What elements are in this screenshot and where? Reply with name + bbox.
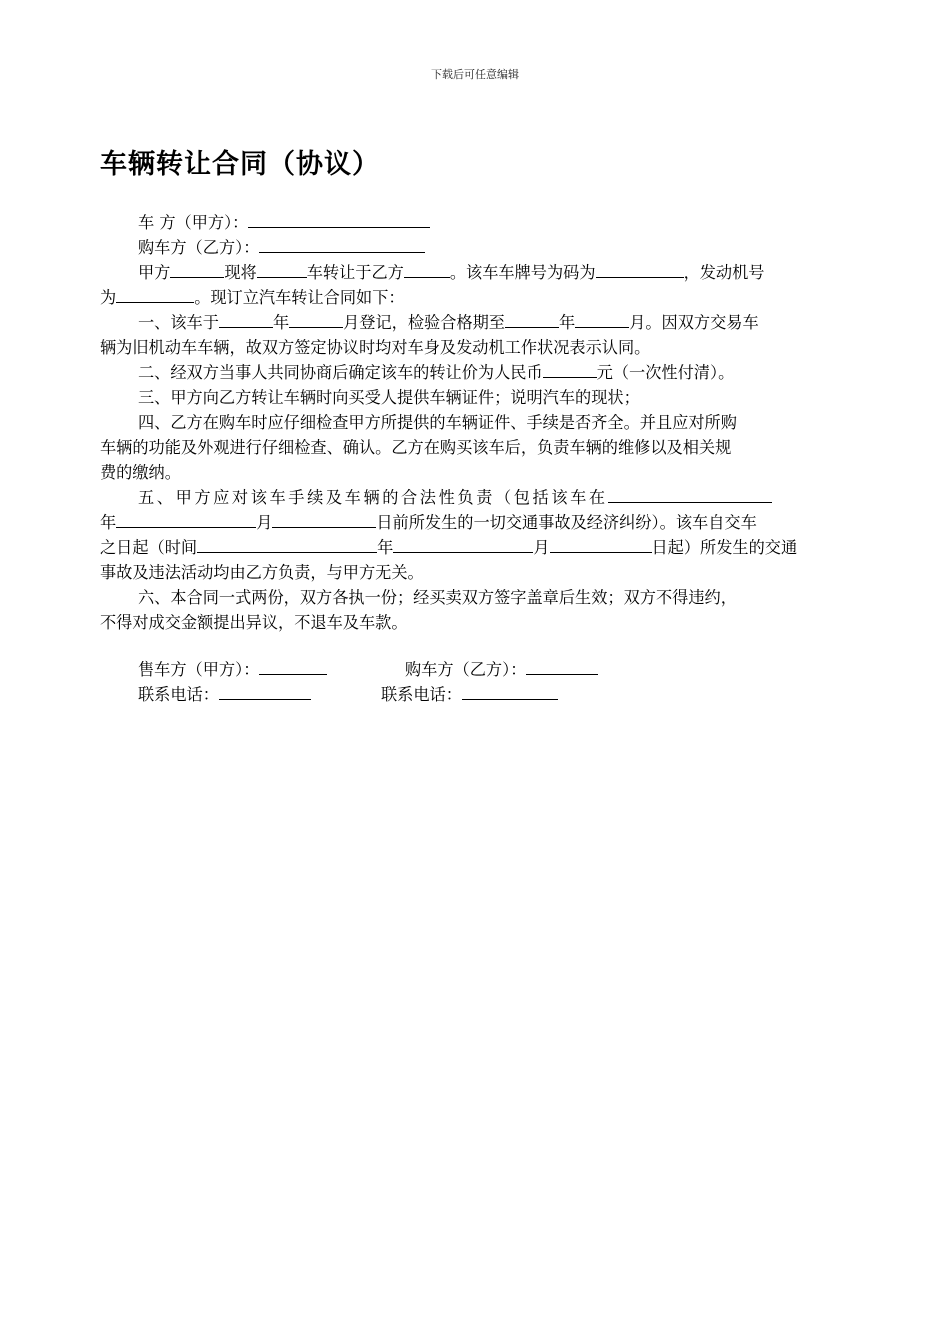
text: ，发动机号 (683, 263, 765, 282)
text: 元（一次性付清）。 (596, 363, 735, 382)
seller-name-blank[interactable] (248, 210, 430, 228)
inspection-year-blank[interactable] (505, 310, 559, 328)
reg-month-blank[interactable] (289, 310, 343, 328)
text: 二、经双方当事人共同协商后确定该车的转让价为人民币 (138, 363, 543, 382)
vehicle-blank[interactable] (257, 260, 307, 278)
signature-row (100, 657, 852, 682)
seller-phone-blank[interactable] (219, 682, 311, 700)
buyer-phone-blank[interactable] (462, 682, 558, 700)
party-a-blank[interactable] (170, 260, 224, 278)
party-b-blank[interactable] (404, 260, 450, 278)
buyer-name-blank[interactable] (259, 235, 425, 253)
price-blank[interactable] (543, 360, 597, 378)
text: 月 (533, 538, 550, 557)
text: 日起）所发生的交通 (651, 538, 798, 557)
text: 之日起（时间 (100, 538, 198, 557)
engine-line (100, 285, 852, 310)
buyer-signature-blank[interactable] (526, 657, 598, 675)
clause-3: 三、甲方向乙方转让车辆时向买受人提供车辆证件；说明汽车的现状； (138, 388, 640, 407)
buyer-line (100, 235, 852, 260)
buyer-phone-label: 联系电话： (381, 685, 462, 704)
text: 月。因双方交易车 (629, 313, 759, 332)
clause-4-line-1: 四、乙方在购车时应仔细检查甲方所提供的车辆证件、手续是否齐全。并且应对所购 (138, 413, 737, 432)
text: 日前所发生的一切交通事故及经济纠纷）。该车自交车 (376, 513, 757, 532)
inspection-month-blank[interactable] (575, 310, 629, 328)
liability-year-blank[interactable] (116, 510, 256, 528)
handover-year-blank[interactable] (393, 535, 533, 553)
buyer-signature (405, 657, 598, 682)
text: 年 (100, 513, 117, 532)
liability-month-blank[interactable] (272, 510, 376, 528)
handover-month-blank[interactable] (550, 535, 652, 553)
text: 月登记，检验合格期至 (343, 313, 505, 332)
text: 甲方 (138, 263, 171, 282)
text: 。现订立汽车转让合同如下： (194, 288, 405, 307)
text: 五、甲方应对该车手续及车辆的合法性负责（包括该车在 (138, 488, 608, 507)
text: 年 (377, 538, 394, 557)
engine-number-blank[interactable] (116, 285, 194, 303)
clause-5-line-1 (100, 485, 852, 510)
clause-5-line-3 (100, 535, 852, 560)
contract-body (100, 210, 852, 707)
buyer-phone (381, 682, 558, 707)
seller-line (100, 210, 852, 235)
clause-6-line-2: 不得对成交金额提出异议，不退车及车款。 (100, 613, 408, 632)
plate-number-blank[interactable] (596, 260, 684, 278)
clause-5-line-4: 事故及违法活动均由乙方负责，与甲方无关。 (100, 563, 424, 582)
buyer-signature-label: 购车方（乙方）： (405, 660, 527, 679)
reg-year-blank[interactable] (219, 310, 273, 328)
header-note: 下载后可任意编辑 (431, 68, 519, 81)
seller-signature-label: 售车方（甲方）： (138, 660, 260, 679)
phone-row (100, 682, 852, 707)
text: 月 (256, 513, 273, 532)
text: 一、该车于 (138, 313, 219, 332)
clause-5-line-2 (100, 510, 852, 535)
text: 年 (559, 313, 576, 332)
seller-label: 车 方（甲方）： (138, 213, 249, 232)
seller-signature-blank[interactable] (259, 657, 327, 675)
handover-time-blank[interactable] (197, 535, 377, 553)
seller-signature (138, 657, 405, 682)
clause-2 (100, 360, 852, 385)
clause-1-line-2: 辆为旧机动车车辆，故双方签定协议时均对车身及发动机工作状况表示认同。 (100, 338, 651, 357)
text: 车转让于乙方 (306, 263, 404, 282)
text: 年 (272, 313, 290, 332)
buyer-label: 购车方（乙方）： (138, 238, 260, 257)
clause-4-line-3: 费的缴纳。 (100, 463, 181, 482)
seller-phone-label: 联系电话： (138, 685, 219, 704)
text: 为 (100, 288, 117, 307)
transfer-line (100, 260, 852, 285)
text: 现将 (224, 263, 257, 282)
clause-6-line-1: 六、本合同一式两份，双方各执一份；经买卖双方签字盖章后生效；双方不得违约， (138, 588, 737, 607)
clause-1-line-1 (100, 310, 852, 335)
text: 。该车车牌号为码为 (449, 263, 596, 282)
clause-4-line-2: 车辆的功能及外观进行仔细检查、确认。乙方在购买该车后，负责车辆的维修以及相关规 (100, 438, 732, 457)
spacer (100, 635, 852, 657)
seller-phone (138, 682, 381, 707)
liability-date-blank[interactable] (608, 485, 772, 503)
document-title: 车辆转让合同（协议） (100, 149, 380, 180)
